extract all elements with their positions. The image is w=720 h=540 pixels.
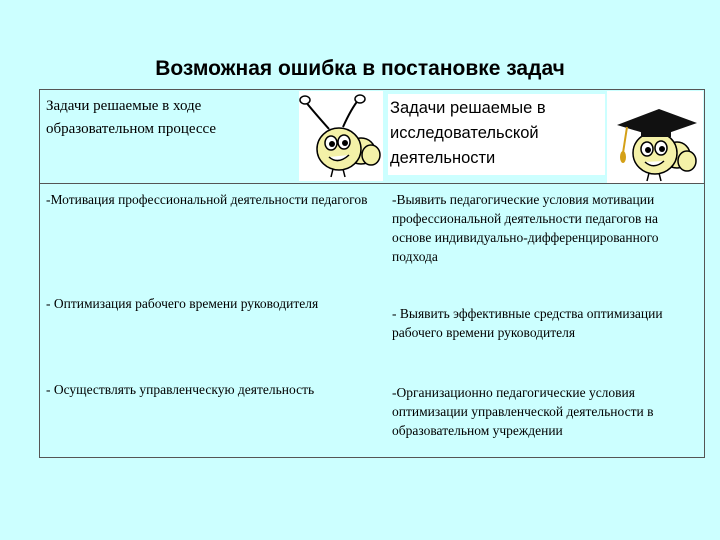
header-left-cell: Задачи решаемые в ходе образовательном процессе xyxy=(46,98,217,137)
row-3-right-cell: -Организационно педагогические условия оптимизации управленческой деятельности в образовательном учреждении xyxy=(392,385,654,438)
cartoon-bee-icon xyxy=(299,91,383,181)
page-title: Возможная ошибка в постановке задач xyxy=(155,57,565,80)
row-1-right-cell: -Выявить педагогические условия мотивации профессиональной деятельности педагогов на основе индивидуально-дифференцированного подхода xyxy=(392,192,659,264)
header-right-cell: Задачи решаемые в исследовательской деятельности xyxy=(388,94,605,175)
row-3-left-cell: - Осуществлять управленческую деятельность xyxy=(46,382,315,397)
row-1-left-cell: -Мотивация профессиональной деятельности педагогов xyxy=(46,192,368,207)
row-2-right-cell: - Выявить эффективные средства оптимизации рабочего времени руководителя xyxy=(392,306,663,340)
cartoon-bee-graduate-icon xyxy=(607,91,703,183)
row-2-left-cell: - Оптимизация рабочего времени руководителя xyxy=(46,296,319,311)
table-header-divider xyxy=(39,183,705,184)
